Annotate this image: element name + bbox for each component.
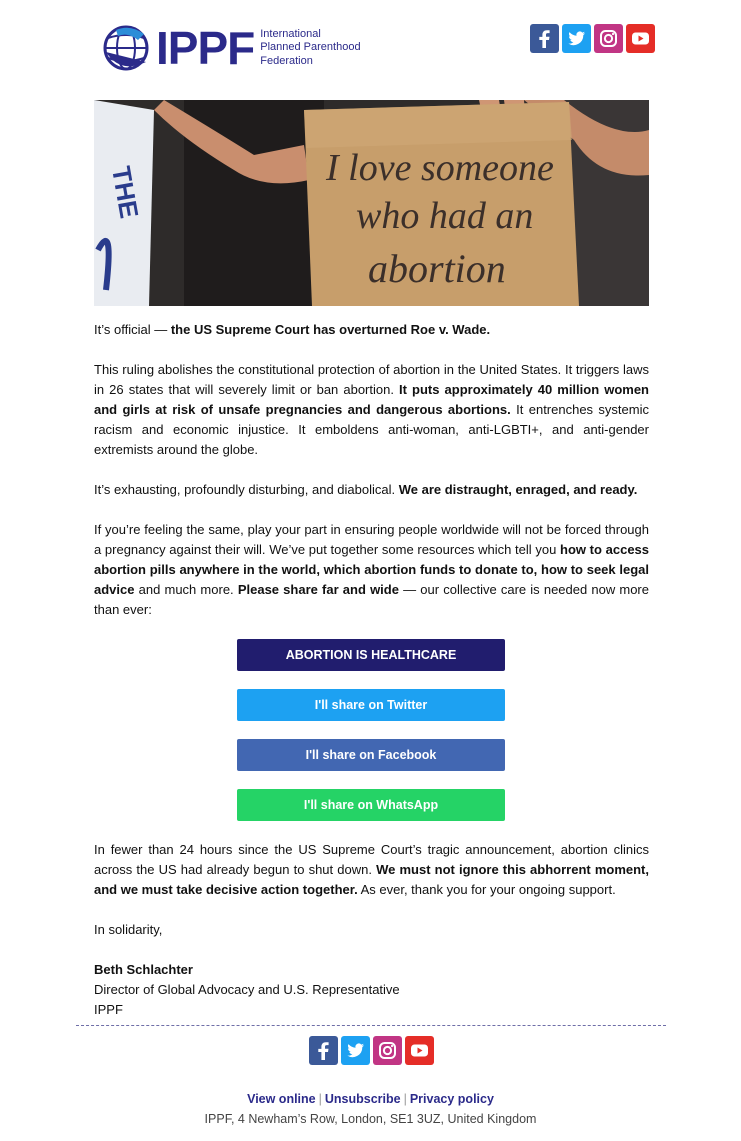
signer-title: Director of Global Advocacy and U.S. Representative [94, 982, 400, 997]
footer-links [0, 1092, 741, 1106]
share-twitter-button[interactable]: I'll share on Twitter [237, 689, 505, 721]
paragraph-2: This ruling abolishes the constitutional protection of abortion in the United States. It triggers laws in 26 states that will severely limit or ban abortion. It puts approximately 40 million women and girls at risk of unsafe pregnancies and dangerous abortions. It entrenches systemic racism and economic injustice. It emboldens anti-woman, anti-LGBTI+, and anti-gender extremists around the globe. [94, 362, 650, 457]
twitter-icon[interactable] [562, 24, 591, 53]
sign-line-3: abortion [368, 246, 506, 291]
footer-address: IPPF, 4 Newham’s Row, London, SE1 3UZ, United Kingdom [204, 1112, 537, 1126]
email-closing [94, 840, 649, 1020]
abortion-is-healthcare-button[interactable]: ABORTION IS HEALTHCARE [237, 639, 505, 671]
instagram-icon[interactable] [373, 1036, 402, 1065]
paragraph-3: It’s exhausting, profoundly disturbing, and diabolical. We are distraught, enraged, and ready. [94, 482, 638, 497]
share-whatsapp-button[interactable]: I'll share on WhatsApp [237, 789, 505, 821]
sign-line-2: who had an [356, 195, 534, 237]
ippf-logo[interactable] [100, 20, 361, 76]
facebook-icon[interactable] [530, 24, 559, 53]
privacy-policy-link[interactable]: Privacy policy [409, 1092, 494, 1106]
youtube-icon[interactable] [405, 1036, 434, 1065]
instagram-icon[interactable] [594, 24, 623, 53]
view-online-link[interactable]: View online [247, 1092, 316, 1106]
facebook-icon[interactable] [309, 1036, 338, 1065]
paragraph-4: If you’re feeling the same, play your part in ensuring people worldwide will not be forced through a pregnancy against their will. We’ve put together some resources which tell you how to access abortion pills anywhere in the world, which abortion funds to donate to, how to seek legal advice and much more. Please share far and wide — our collective care is needed now more than ever: [94, 522, 650, 617]
signature [94, 960, 649, 1020]
social-links-bottom [309, 1036, 434, 1065]
youtube-icon[interactable] [626, 24, 655, 53]
closing-salutation: In solidarity, [94, 922, 163, 937]
sign-line-1: I love someone [326, 147, 554, 189]
twitter-icon[interactable] [341, 1036, 370, 1065]
logo-tagline: International Planned Parenthood Federation [260, 27, 361, 67]
hero-image [94, 100, 649, 306]
globe-icon [100, 22, 152, 74]
link-separator: | [403, 1092, 407, 1106]
paragraph-5: In fewer than 24 hours since the US Supreme Court’s tragic announcement, abortion clinics across the US had already begun to shut down. We must not ignore this abhorrent moment, and we must take decisive action together. As ever, thank you for your ongoing support. [94, 842, 649, 897]
share-facebook-button[interactable]: I'll share on Facebook [237, 739, 505, 771]
paragraph-1: It’s official — the US Supreme Court has overturned Roe v. Wade. [94, 322, 491, 337]
unsubscribe-link[interactable]: Unsubscribe [324, 1092, 401, 1106]
logo-wordmark: IPPF [156, 22, 255, 74]
footer-divider [76, 1025, 666, 1026]
signer-org: IPPF [94, 1002, 123, 1017]
signer-name: Beth Schlachter [94, 962, 193, 977]
side-sign-text: THE [106, 164, 145, 221]
email-body [94, 320, 649, 640]
social-links-top [530, 24, 655, 53]
link-separator: | [318, 1092, 322, 1106]
